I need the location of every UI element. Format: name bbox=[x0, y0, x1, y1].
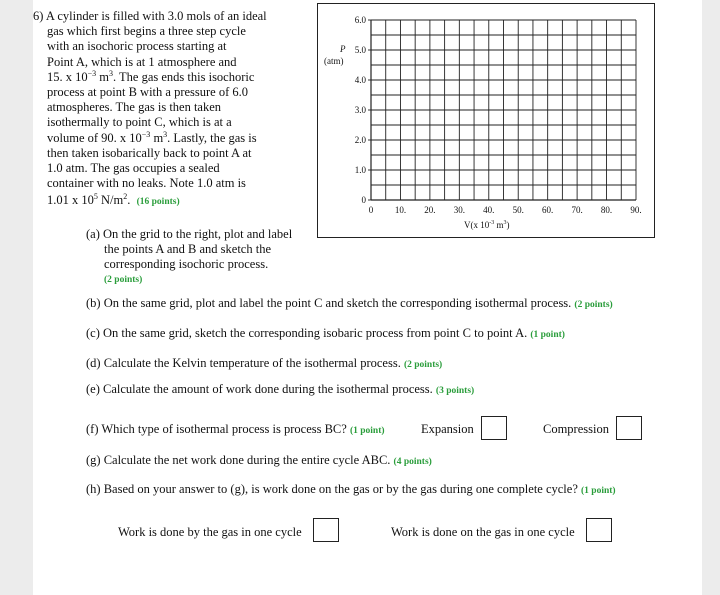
part-b-text: (b) On the same grid, plot and label the point C and sketch the corresponding isothermal process. bbox=[86, 296, 572, 310]
x-tick-label: 60. bbox=[542, 205, 554, 215]
pv-graph-box bbox=[317, 3, 655, 238]
p-axis-label: P bbox=[340, 44, 346, 54]
volume-a-tail: . The gas ends this isochoric bbox=[113, 69, 255, 84]
part-e bbox=[86, 382, 474, 397]
compression-label: Compression bbox=[543, 422, 609, 436]
pv-grid-svg[interactable] bbox=[318, 4, 656, 239]
mid-line-0: process at point B with a pressure of 6.0 bbox=[47, 85, 249, 100]
volume-a-unit: m bbox=[96, 69, 109, 84]
part-d-points: (2 points) bbox=[403, 360, 443, 370]
mid-line-1: atmospheres. The gas is then taken bbox=[47, 100, 222, 115]
part-c-text: (c) On the same grid, sketch the corresponding isobaric process from point C to point A. bbox=[86, 326, 528, 340]
y-tick-label: 5.0 bbox=[354, 45, 366, 55]
problem-points: (16 points) bbox=[136, 197, 180, 208]
mid-line-2: isothermally to point C, which is at a bbox=[47, 115, 232, 130]
volume-a-exponent: −3 bbox=[87, 68, 97, 78]
part-d bbox=[86, 356, 442, 371]
volume-c: volume of 90. x 10 bbox=[47, 130, 142, 145]
compression-checkbox[interactable] bbox=[616, 416, 642, 440]
x-tick-label: 50. bbox=[512, 205, 524, 215]
intro-line-0: A cylinder is filled with 3.0 mols of an ideal bbox=[45, 9, 267, 23]
x-tick-label: 30. bbox=[453, 205, 465, 215]
end-line-0: then taken isobarically back to point A at bbox=[47, 145, 252, 160]
x-axis-label: V(x $10^{-3}$ $m^3$) bbox=[464, 220, 510, 230]
part-e-points: (3 points) bbox=[435, 386, 475, 396]
volume-c-unit: m bbox=[150, 130, 164, 145]
y-tick-label: 2.0 bbox=[354, 135, 366, 145]
y-tick-label: 3.0 bbox=[354, 105, 366, 115]
part-a-points: (2 points) bbox=[104, 274, 143, 285]
part-b bbox=[86, 296, 613, 311]
part-a-line-1: the points A and B and sketch the bbox=[104, 242, 271, 257]
conversion-unit: N/m bbox=[97, 193, 124, 208]
intro-line-2: with an isochoric process starting at bbox=[47, 39, 227, 54]
work-on-gas-checkbox[interactable] bbox=[586, 518, 612, 542]
part-h-text: (h) Based on your answer to (g), is work done on the gas or by the gas during one complete cycle? bbox=[86, 482, 578, 496]
part-f-text: (f) Which type of isothermal process is process BC? bbox=[86, 422, 347, 436]
x-tick-label: 10. bbox=[394, 205, 407, 215]
volume-a-line: 15. x $10^{-3}$ $m^3$. The gas ends this isochoric bbox=[47, 68, 255, 84]
part-b-points: (2 points) bbox=[574, 300, 613, 310]
volume-c-line: volume of 90. x $10^{-3}$ $m^3$. Lastly, the gas is bbox=[47, 129, 257, 145]
x-tick-label: 40. bbox=[483, 205, 495, 215]
work-by-gas-label: Work is done by the gas in one cycle bbox=[118, 525, 302, 539]
part-a-line-2: corresponding isochoric process. bbox=[104, 257, 269, 272]
y-tick-label: 1.0 bbox=[354, 165, 366, 175]
part-c bbox=[86, 326, 565, 341]
x-tick-label: 20. bbox=[424, 205, 436, 215]
end-line-1: 1.0 atm. The gas occupies a sealed bbox=[47, 161, 220, 176]
expansion-label: Expansion bbox=[421, 422, 474, 436]
part-g-text: (g) Calculate the net work done during the entire cycle ABC. bbox=[86, 453, 391, 467]
conversion-exponent: 5 bbox=[93, 192, 98, 202]
y-tick-label: 0 bbox=[361, 195, 366, 205]
volume-c-tail: . Lastly, the gas is bbox=[167, 130, 257, 145]
expansion-checkbox[interactable] bbox=[481, 416, 507, 440]
part-f bbox=[86, 422, 385, 437]
conversion-tail: . bbox=[127, 193, 131, 208]
part-d-text: (d) Calculate the Kelvin temperature of the isothermal process. bbox=[86, 356, 401, 370]
part-a bbox=[86, 227, 316, 288]
y-tick-label: 4.0 bbox=[354, 75, 366, 85]
x-tick-label: 90. bbox=[630, 205, 642, 215]
part-g-points: (4 points) bbox=[393, 457, 432, 467]
part-c-points: (1 point) bbox=[530, 330, 565, 340]
conversion-value: 1.01 x 10 bbox=[47, 193, 94, 208]
part-g bbox=[86, 453, 432, 468]
part-f-points: (1 point) bbox=[349, 426, 385, 436]
part-e-text: (e) Calculate the amount of work done during the isothermal process. bbox=[86, 382, 433, 396]
volume-c-exponent: −3 bbox=[141, 129, 151, 139]
problem-statement bbox=[33, 9, 305, 211]
part-h bbox=[86, 482, 616, 497]
work-by-gas-checkbox[interactable] bbox=[313, 518, 339, 542]
conversion-line: 1.01 x $10^5$ $N/m^2$. (16 points) bbox=[47, 192, 180, 208]
p-axis-unit: (atm) bbox=[324, 56, 344, 66]
part-a-line-0: (a) On the grid to the right, plot and label bbox=[86, 227, 293, 241]
x-tick-label: 0 bbox=[368, 205, 374, 215]
x-tick-label: 80. bbox=[600, 205, 613, 215]
work-on-gas-label: Work is done on the gas in one cycle bbox=[391, 525, 575, 539]
y-tick-label: 6.0 bbox=[354, 15, 366, 25]
x-tick-label: 70. bbox=[571, 205, 583, 215]
part-h-points: (1 point) bbox=[581, 486, 616, 496]
end-line-2: container with no leaks. Note 1.0 atm is bbox=[47, 176, 246, 191]
volume-a: 15. x 10 bbox=[47, 69, 88, 84]
intro-line-3: Point A, which is at 1 atmosphere and bbox=[47, 54, 237, 69]
intro-line-1: gas which first begins a three step cycle bbox=[47, 24, 246, 39]
problem-number: 6) bbox=[33, 9, 44, 23]
